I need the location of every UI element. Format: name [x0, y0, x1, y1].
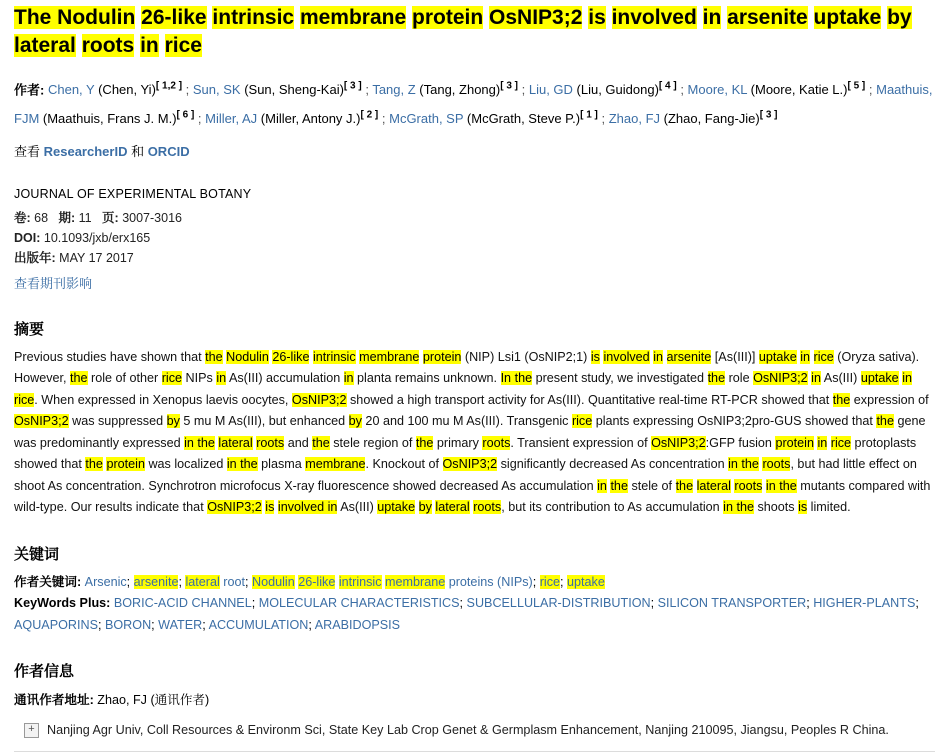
author-separator: ; — [378, 110, 390, 126]
text-run: primary — [433, 435, 483, 450]
keyword-plus-link[interactable]: BORIC-ACID CHANNEL — [113, 596, 252, 611]
text-run: Previous studies have shown that — [14, 349, 206, 364]
highlight-term: involved — [603, 349, 650, 364]
text-run: (NIP) Lsi1 (OsNIP2;1) — [461, 349, 591, 364]
keywords-plus-label: KeyWords Plus: — [14, 596, 111, 611]
highlight-term: the — [312, 435, 330, 450]
volume-value: 68 — [34, 210, 49, 225]
keyword-separator: ; — [650, 596, 658, 611]
keyword-separator: ; — [560, 574, 568, 589]
highlight-term: OsNIP3;2 — [14, 414, 69, 429]
highlight-term: lateral — [435, 500, 470, 515]
pages-label: 页: — [102, 210, 119, 225]
keywords-block — [14, 572, 935, 637]
highlight-term: arsenite — [727, 6, 808, 29]
author-keyword-link[interactable]: intrinsic — [338, 574, 382, 589]
text-run: , but its contribution to As accumulation — [501, 500, 724, 515]
orcid-link[interactable]: ORCID — [147, 143, 190, 159]
text-run: , but had little effect on shoot As concentration. Synchrotron microfocus X-ray fluorescence showed decreased As accumulation — [14, 457, 917, 493]
author-separator: ; — [597, 110, 609, 126]
pubdate-value: MAY 17 2017 — [59, 250, 134, 265]
author-keywords-label: 作者关键词: — [14, 574, 82, 589]
text-run: As(III) — [337, 500, 378, 515]
journal-meta-row — [14, 208, 935, 228]
authors-list — [14, 82, 932, 125]
author-link[interactable]: McGrath, SP — [389, 110, 464, 126]
keywords-plus-list — [14, 596, 919, 632]
author-keyword-link[interactable]: uptake — [567, 574, 605, 589]
highlight-term: uptake — [813, 6, 882, 29]
text-run: . When expressed in Xenopus laevis oocytes, — [34, 392, 292, 407]
author-separator: ; — [194, 110, 206, 126]
highlight-term: involved — [611, 6, 697, 29]
keyword-separator: ; — [151, 617, 159, 632]
author-affiliation-marker: [ 3 ] — [500, 81, 518, 92]
text-run: stele region of — [329, 435, 416, 450]
highlight-term: in — [653, 349, 663, 364]
highlight-term: rice — [813, 349, 834, 364]
highlight-term: the — [832, 392, 851, 407]
text-run: plants expressing OsNIP3;2pro-GUS showed that — [592, 414, 877, 429]
authors-block — [14, 74, 935, 164]
keyword-separator: ; — [126, 574, 134, 589]
highlight-term: rice — [571, 414, 593, 429]
author-separator: ; — [518, 82, 529, 98]
author-affiliation-marker: [ 1,2 ] — [155, 81, 183, 92]
author-fullname: (Tang, Zhong) — [415, 82, 501, 98]
text-run: limited. — [807, 500, 851, 515]
author-info-block — [14, 689, 935, 741]
highlight-term: uptake — [758, 349, 797, 364]
reprint-address-row — [14, 689, 935, 711]
abstract-heading: 摘要 — [14, 320, 45, 338]
text-run: present study, we investigated — [532, 371, 708, 386]
issue-label: 期: — [58, 210, 76, 225]
keyword-separator: ; — [97, 617, 105, 632]
keyword-plus-link[interactable]: AQUAPORINS — [14, 617, 98, 632]
author-separator: ; — [361, 82, 373, 98]
highlight-term: in — [216, 371, 227, 386]
text-run: significantly decreased As concentration — [497, 457, 729, 472]
highlight-term: Nodulin — [226, 349, 269, 364]
abstract-text — [14, 347, 935, 519]
authors-label: 作者: — [14, 82, 45, 98]
author-fullname: (Chen, Yi) — [94, 82, 156, 98]
highlight-term: the — [205, 349, 223, 364]
text-run: was localized — [144, 457, 227, 472]
highlight-term: rice — [164, 34, 202, 57]
author-affiliation-marker: [ 3 ] — [343, 81, 362, 92]
reprint-author: Zhao, FJ (通讯作者) — [97, 693, 210, 708]
keyword-separator: ; — [245, 574, 252, 589]
highlight-term: roots — [482, 435, 511, 450]
text-run: stele of — [627, 478, 676, 493]
highlight-term: the — [707, 371, 726, 386]
text-run — [663, 350, 667, 364]
issue-value: 11 — [78, 210, 92, 225]
keywords-plus-row — [14, 593, 935, 636]
author-keywords-row — [14, 572, 935, 594]
author-affiliation-marker: [ 1 ] — [580, 109, 598, 121]
highlight-term: rice — [161, 371, 183, 386]
highlight-term: In the — [500, 371, 533, 386]
highlight-term: rice — [830, 435, 852, 450]
highlight-term: protein — [106, 457, 145, 472]
highlight-term: membrane — [305, 457, 366, 472]
author-link[interactable]: Tang, Z — [372, 82, 416, 98]
highlight-term: by — [166, 414, 180, 429]
author-fullname: (Miller, Antony J.) — [257, 110, 361, 126]
highlight-term: in — [597, 478, 607, 493]
text-run: role of other — [87, 371, 162, 386]
keyword-plus-link[interactable]: SUBCELLULAR-DISTRIBUTION — [466, 596, 651, 611]
highlight-term: protein — [775, 435, 814, 450]
doi-label: DOI: — [14, 230, 41, 245]
keyword-plus-link[interactable]: BORON — [104, 617, 152, 632]
keyword-separator: ; — [915, 596, 919, 611]
highlight-term: in the — [723, 500, 754, 515]
text-run — [697, 6, 703, 29]
researcher-mid: 和 — [127, 143, 148, 159]
highlight-term: in the — [728, 457, 759, 472]
text-run: gene was predominantly expressed — [14, 414, 926, 450]
text-run — [810, 350, 814, 364]
highlight-term: by — [418, 500, 432, 515]
highlight-term: roots — [81, 34, 135, 57]
page-title — [14, 4, 935, 60]
author-fullname: (Zhao, Fang-Jie) — [660, 110, 760, 126]
journal-impact-link[interactable]: 查看期刊影响 — [14, 275, 93, 291]
author-info-heading: 作者信息 — [14, 663, 75, 681]
author-affiliation-marker: [ 5 ] — [847, 81, 866, 92]
text-run: shoots — [753, 500, 799, 515]
expand-icon[interactable]: + — [24, 723, 39, 738]
highlight-term: the — [85, 457, 103, 472]
text-run: [As(III)] — [711, 349, 759, 364]
highlight-term: the — [415, 435, 434, 450]
keyword-plus-link[interactable]: HIGHER-PLANTS — [813, 596, 916, 611]
highlight-term: arsenite — [666, 349, 712, 364]
author-keyword-link[interactable]: 26-like — [298, 574, 336, 589]
keyword-plus-link[interactable]: MOLECULAR CHARACTERISTICS — [258, 596, 460, 611]
keyword-plus-link[interactable]: ARABIDOPSIS — [314, 617, 401, 632]
highlight-term: roots — [762, 457, 791, 472]
text-run: (Oryza sativa). However, — [14, 349, 920, 386]
text-run — [76, 34, 82, 57]
highlight-term: OsNIP3;2 — [291, 392, 347, 407]
keyword-plus-link[interactable]: WATER — [158, 617, 203, 632]
keyword-separator: ; — [308, 617, 315, 632]
highlight-term: lateral — [14, 34, 76, 57]
record-page — [0, 4, 949, 752]
highlight-term: in — [702, 6, 722, 29]
highlight-term: 26-like — [141, 6, 207, 29]
highlight-term: in the — [184, 435, 215, 450]
researcher-line — [14, 139, 935, 164]
highlight-term: the — [675, 478, 694, 493]
highlight-term: membrane — [359, 349, 420, 364]
highlight-term: is — [590, 349, 600, 364]
highlight-term: Nodulin — [57, 6, 136, 29]
highlight-term: roots — [473, 500, 502, 515]
text-run: protoplasts showed that — [14, 435, 917, 472]
text-run: As(III) accumulation — [226, 371, 344, 386]
highlight-term: intrinsic — [312, 349, 356, 364]
highlight-term: OsNIP3;2 — [489, 6, 583, 29]
author-affiliation-marker: [ 2 ] — [360, 109, 379, 121]
text-run: 20 and 100 mu M As(III). Transgenic — [361, 414, 572, 429]
highlight-term: OsNIP3;2 — [442, 457, 498, 472]
pubdate-row — [14, 248, 935, 268]
keyword-separator: ; — [178, 574, 186, 589]
highlight-term: the — [70, 371, 88, 386]
highlight-term: is — [798, 500, 808, 515]
highlight-term: roots — [256, 435, 285, 450]
keyword-separator: ; — [806, 596, 814, 611]
highlight-term: uptake — [860, 371, 899, 386]
highlight-term: intrinsic — [212, 6, 295, 29]
highlight-term: the — [610, 478, 628, 493]
text-run: As(III) — [820, 371, 861, 386]
keyword-separator: ; — [459, 596, 467, 611]
highlight-term: protein — [422, 349, 462, 364]
highlight-term: involved in — [277, 500, 338, 515]
highlight-term: in the — [765, 478, 797, 493]
author-separator: ; — [182, 82, 193, 98]
pages-value: 3007-3016 — [122, 210, 182, 225]
author-keyword-link[interactable]: proteins (NIPs) — [445, 574, 533, 589]
keywords-heading: 关键词 — [14, 545, 60, 563]
author-link[interactable]: Chen, Y — [47, 82, 95, 98]
highlight-term: in — [811, 371, 821, 386]
author-fullname: (Maathuis, Frans J. M.) — [39, 110, 177, 126]
text-run: :GFP fusion — [705, 435, 776, 450]
highlight-term: in — [817, 435, 828, 450]
highlight-term: 26-like — [272, 349, 310, 364]
highlight-term: by — [887, 6, 912, 29]
highlight-term: is — [588, 6, 606, 29]
author-keyword-link[interactable]: arsenite — [133, 574, 179, 589]
keyword-separator: ; — [202, 617, 209, 632]
author-link[interactable]: Moore, KL — [687, 82, 748, 98]
author-keyword-link[interactable]: Arsenic — [84, 574, 127, 589]
author-separator: ; — [865, 82, 877, 98]
author-affiliation-marker: [ 6 ] — [176, 109, 195, 121]
researcher-prefix: 查看 — [14, 143, 44, 159]
text-run — [159, 34, 165, 57]
author-separator: ; — [676, 82, 688, 98]
author-fullname: (McGrath, Steve P.) — [463, 110, 581, 126]
highlight-term: rice — [14, 392, 35, 407]
author-keyword-link[interactable]: Nodulin — [252, 574, 295, 589]
author-affiliation-marker: [ 4 ] — [658, 81, 677, 92]
author-fullname: (Sun, Sheng-Kai) — [240, 82, 344, 98]
text-run: . Transient expression of — [510, 435, 652, 450]
author-fullname: (Liu, Guidong) — [572, 82, 659, 98]
text-run: NIPs — [182, 371, 217, 386]
highlight-term: OsNIP3;2 — [753, 371, 808, 386]
text-run — [808, 6, 814, 29]
keyword-plus-link[interactable]: ACCUMULATION — [208, 617, 309, 632]
keyword-plus-link[interactable]: SILICON TRANSPORTER — [657, 596, 807, 611]
highlight-term: is — [265, 500, 275, 515]
text-run: expression of — [850, 392, 929, 407]
author-link[interactable]: Maathuis, FJM — [14, 82, 933, 126]
highlight-term: in — [800, 349, 811, 364]
doi-value: 10.1093/jxb/erx165 — [43, 230, 151, 245]
journal-block — [14, 184, 935, 294]
text-run: showed a high transport activity for As(III). Quantitative real-time RT-PCR showed that — [346, 392, 833, 407]
highlight-term: in — [902, 371, 912, 386]
highlight-term: lateral — [218, 435, 253, 450]
author-keyword-link[interactable]: root — [219, 574, 245, 589]
author-keywords-list — [85, 575, 605, 589]
text-run: . Knockout of — [365, 457, 443, 472]
text-run: 5 mu M As(III), but enhanced — [179, 414, 349, 429]
pubdate-label: 出版年: — [14, 250, 56, 265]
highlight-term: in — [140, 34, 159, 57]
author-keyword-link[interactable]: rice — [539, 574, 561, 589]
doi-row — [14, 228, 935, 248]
text-run: role — [725, 371, 754, 386]
highlight-term: protein — [412, 6, 484, 29]
highlight-term: the — [876, 414, 894, 429]
text-run: was suppressed — [68, 414, 167, 429]
author-affiliation-marker: [ 3 ] — [759, 109, 778, 121]
text-run: and — [284, 435, 313, 450]
author-link[interactable]: Miller, AJ — [205, 110, 258, 126]
text-run — [606, 6, 612, 29]
researcherid-link[interactable]: ResearcherID — [43, 143, 128, 159]
author-link[interactable]: Liu, GD — [528, 82, 573, 98]
highlight-term: by — [348, 414, 362, 429]
affiliation-address: Nanjing Agr Univ, Coll Resources & Environm Sci, State Key Lab Crop Genet & Germplasm Enhancement, Nanjing 210095, Jiangsu, Peoples R China. — [47, 723, 889, 738]
keyword-separator: ; — [532, 574, 540, 589]
journal-name: JOURNAL OF EXPERIMENTAL BOTANY — [14, 186, 252, 201]
keyword-separator: ; — [251, 596, 259, 611]
text-run: mutants compared with wild-type. Our results indicate that — [14, 478, 931, 515]
author-keyword-link[interactable]: membrane — [385, 574, 446, 589]
text-run: planta remains unknown. — [353, 371, 501, 386]
reprint-address-label: 通讯作者地址: — [14, 693, 94, 708]
author-link[interactable]: Sun, SK — [192, 82, 241, 98]
highlight-term: roots — [734, 478, 763, 493]
highlight-term: uptake — [377, 500, 416, 515]
highlight-term: The — [14, 6, 58, 29]
volume-label: 卷: — [14, 210, 31, 225]
highlight-term: OsNIP3;2 — [207, 500, 262, 515]
highlight-term: in the — [226, 457, 258, 472]
highlight-term: OsNIP3;2 — [651, 435, 706, 450]
affiliation-row — [14, 719, 935, 741]
highlight-term: membrane — [299, 6, 407, 29]
author-keyword-link[interactable]: lateral — [185, 574, 220, 589]
highlight-term: lateral — [696, 478, 731, 493]
author-fullname: (Moore, Katie L.) — [747, 82, 848, 98]
text-run: plasma — [257, 457, 306, 472]
author-link[interactable]: Zhao, FJ — [608, 110, 661, 126]
highlight-term: in — [343, 371, 354, 386]
